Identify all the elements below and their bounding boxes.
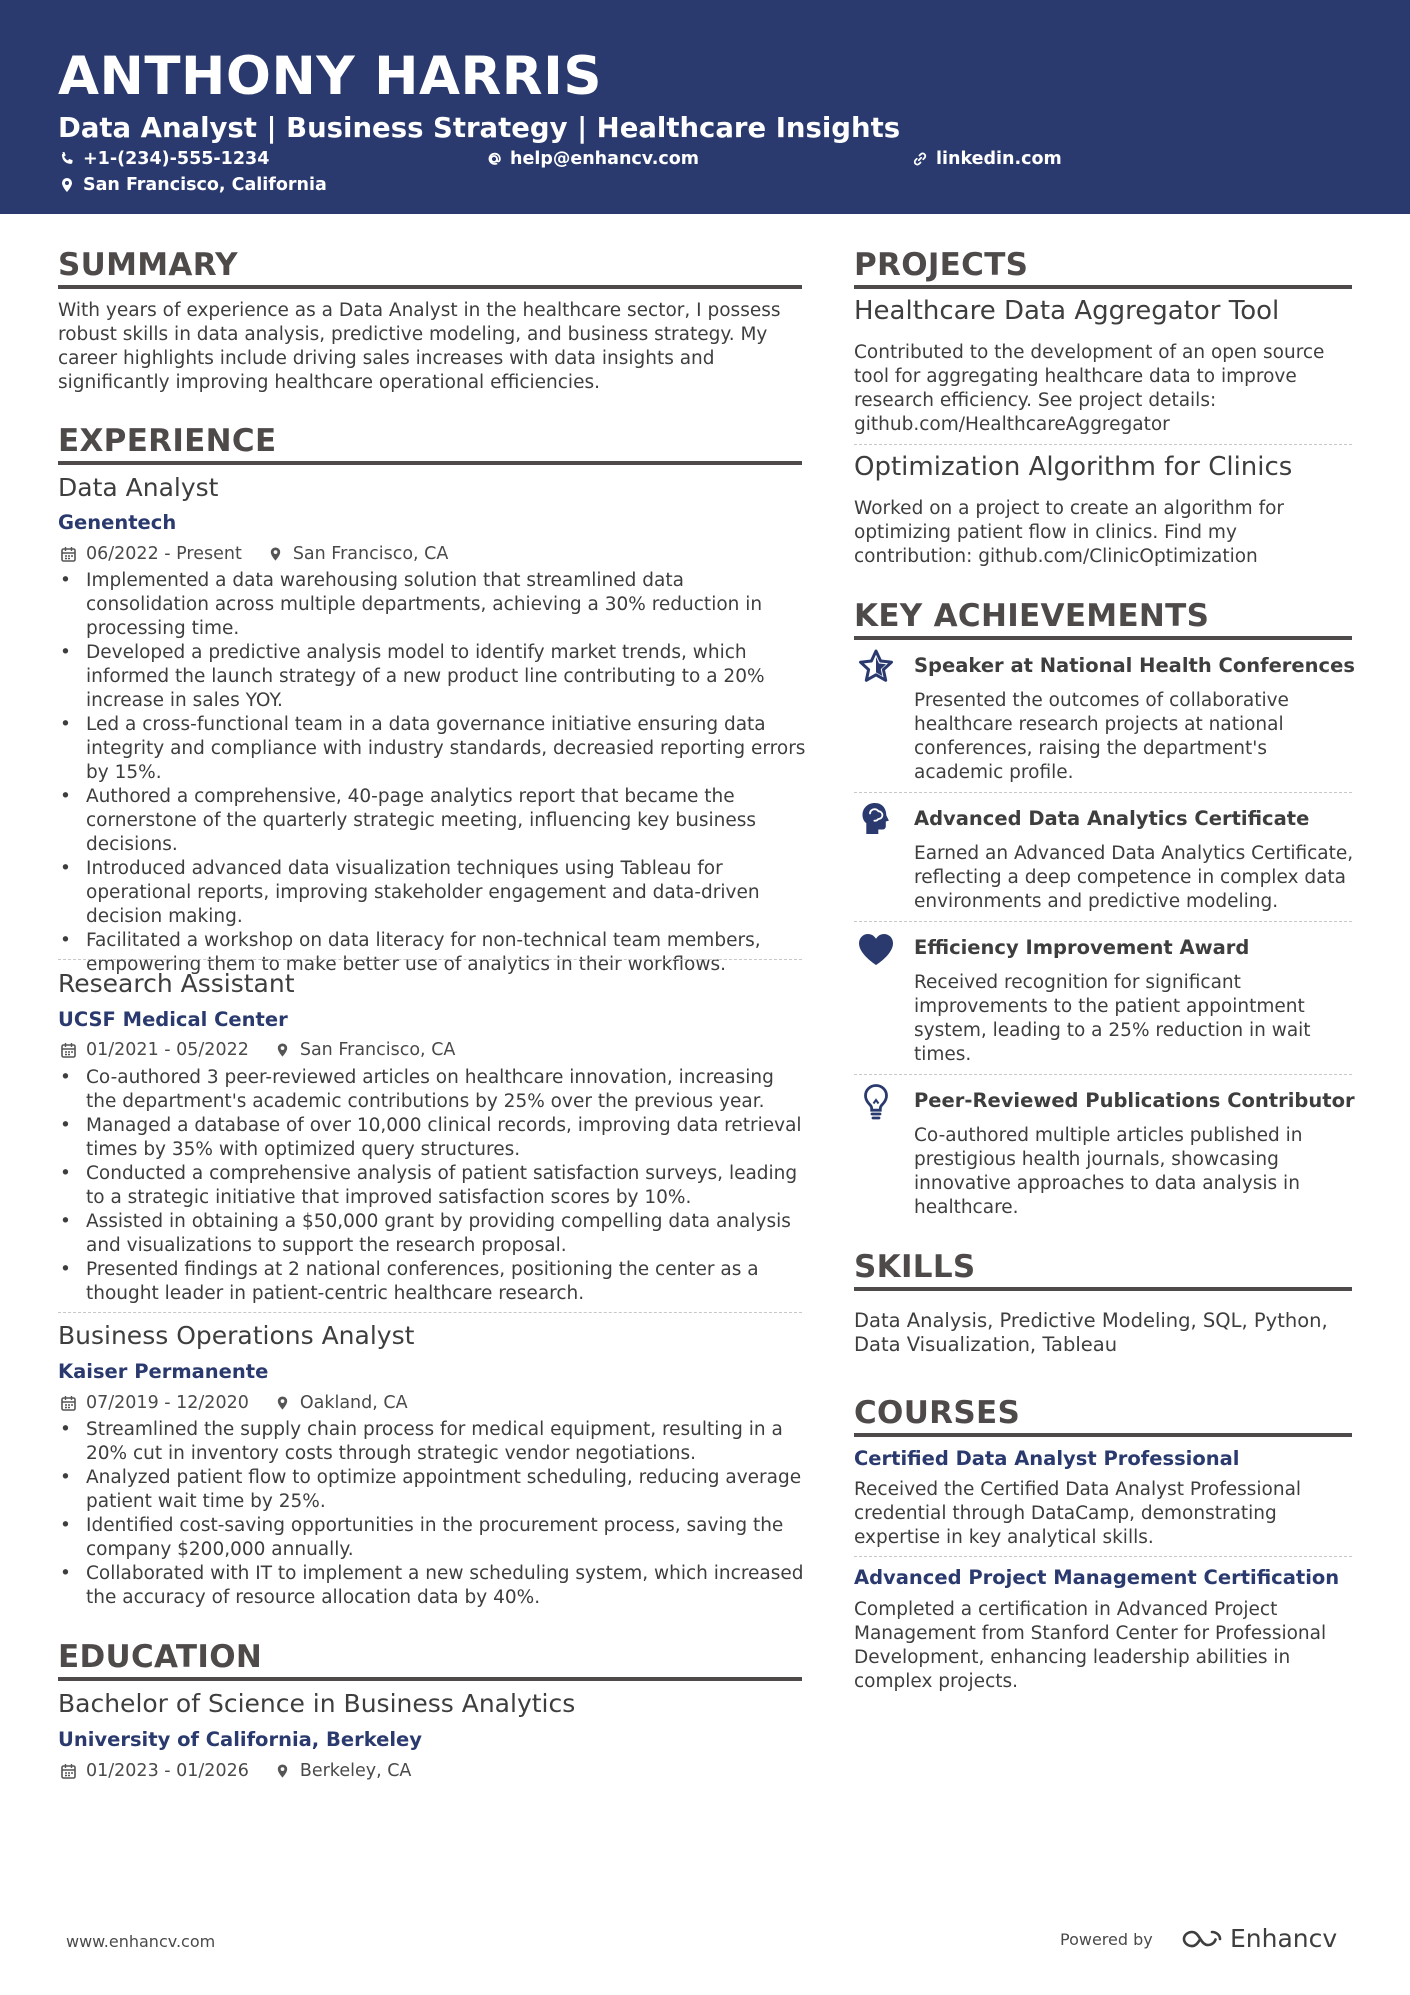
job-meta [61, 1392, 408, 1414]
course-separator [854, 1556, 1352, 1557]
education-meta [61, 1760, 411, 1782]
project-title: Optimization Algorithm for Clinics [854, 452, 1293, 482]
contact-linkedin[interactable] [912, 148, 1062, 170]
location-pin-icon [268, 546, 283, 562]
lightbulb-icon [857, 1083, 895, 1121]
courses-divider [854, 1433, 1352, 1437]
enhancv-logo-icon [1180, 1926, 1224, 1952]
achievement-separator [854, 1074, 1352, 1075]
phone-text: +1-(234)-555-1234 [83, 149, 270, 169]
list-item: • Conducted a comprehensive analysis of patient satisfaction surveys, leading to a strategic initiative that improved satisfaction scores by 10%. [58, 1162, 810, 1210]
job-location: San Francisco, CA [292, 544, 449, 564]
list-item: • Managed a database of over 10,000 clinical records, improving data retrieval times by 35% with optimized query structures. [58, 1114, 810, 1162]
job-bullets [58, 1066, 810, 1306]
footer-url[interactable]: www.enhancv.com [66, 1932, 216, 1951]
job-meta [61, 1039, 455, 1061]
enhancv-logo[interactable] [1180, 1924, 1337, 1954]
course-description: Completed a certification in Advanced Project Management from Stanford Center for Professional Development, enhancing leadership abilities in complex projects. [854, 1599, 1327, 1692]
skills-heading: SKILLS [854, 1249, 976, 1285]
location-pin-icon [275, 1042, 290, 1058]
contact-phone[interactable] [59, 148, 269, 170]
job-dates: 06/2022 - Present [86, 544, 242, 564]
list-item: • Developed a predictive analysis model to identify market trends, which informed the launch strategy of a new product line contributing to a 20% increase in sales YOY. [58, 641, 810, 713]
job-location: Oakland, CA [299, 1393, 408, 1413]
education-heading: EDUCATION [58, 1639, 263, 1675]
education-school: University of California, Berkeley [58, 1728, 422, 1751]
job-company: Kaiser Permanente [58, 1360, 269, 1383]
job-bullets [58, 1418, 810, 1610]
project-description: Contributed to the development of an open source tool for aggregating healthcare data to improve research efficiency. See project details: github.com/HealthcareAggregator [854, 342, 1325, 435]
calendar-icon [61, 1395, 76, 1411]
location-pin-icon [59, 177, 75, 193]
link-icon [912, 151, 928, 167]
list-item: • Streamlined the supply chain process for medical equipment, resulting in a 20% cut in inventory costs through strategic vendor negotiations. [58, 1418, 810, 1466]
achievements-divider [854, 636, 1352, 640]
courses-heading: COURSES [854, 1395, 1021, 1431]
phone-icon [59, 151, 75, 167]
achievement-title: Speaker at National Health Conferences [914, 654, 1355, 677]
list-item: • Co-authored 3 peer-reviewed articles on healthcare innovation, increasing the department's academic contributions by 25% over the previous year. [58, 1066, 810, 1114]
enhancv-brand: Enhancv [1230, 1924, 1338, 1953]
experience-heading: EXPERIENCE [58, 423, 277, 459]
powered-by-label: Powered by [1060, 1930, 1153, 1949]
star-icon [857, 648, 895, 686]
head-brain-icon [857, 800, 895, 838]
list-item: • Authored a comprehensive, 40-page analytics report that became the cornerstone of the quarterly strategic meeting, influencing key business decisions. [58, 785, 810, 857]
at-icon [486, 151, 502, 167]
contact-email[interactable] [486, 148, 699, 170]
skills-divider [854, 1287, 1352, 1291]
job-company: Genentech [58, 511, 177, 534]
location-text: San Francisco, California [83, 175, 327, 195]
job-company: UCSF Medical Center [58, 1008, 288, 1031]
job-role: Research Assistant [58, 969, 295, 998]
job-separator [58, 959, 802, 960]
list-item: • Implemented a data warehousing solution that streamlined data consolidation across multiple departments, achieving a 30% reduction in processing time. [58, 569, 810, 641]
calendar-icon [61, 1763, 76, 1779]
calendar-icon [61, 1042, 76, 1058]
job-dates: 01/2021 - 05/2022 [86, 1040, 249, 1060]
resume-header [0, 0, 1410, 214]
job-role: Business Operations Analyst [58, 1321, 415, 1350]
achievement-title: Advanced Data Analytics Certificate [914, 807, 1310, 830]
achievement-description: Earned an Advanced Data Analytics Certificate, reflecting a deep competence in complex data environments and predictive modeling. [914, 843, 1354, 912]
list-item: • Led a cross-functional team in a data governance initiative ensuring data integrity and compliance with industry standards, decreasied reporting errors by 15%. [58, 713, 810, 785]
achievement-description: Co-authored multiple articles published in prestigious health journals, showcasing innovative approaches to data analysis in healthcare. [914, 1125, 1303, 1218]
heart-icon [857, 931, 895, 969]
location-pin-icon [275, 1395, 290, 1411]
achievements-heading: KEY ACHIEVEMENTS [854, 598, 1210, 634]
achievement-title: Peer-Reviewed Publications Contributor [914, 1089, 1355, 1112]
calendar-icon [61, 546, 76, 562]
job-bullets [58, 569, 810, 977]
achievement-description: Presented the outcomes of collaborative healthcare research projects at national conferences, raising the department's academic profile. [914, 690, 1289, 783]
email-text: help@enhancv.com [510, 149, 700, 169]
candidate-name: ANTHONY HARRIS [58, 46, 603, 107]
job-location: San Francisco, CA [299, 1040, 456, 1060]
projects-heading: PROJECTS [854, 247, 1029, 283]
list-item: • Analyzed patient flow to optimize appointment scheduling, reducing average patient wait time by 25%. [58, 1466, 810, 1514]
project-title: Healthcare Data Aggregator Tool [854, 296, 1280, 326]
achievement-separator [854, 792, 1352, 793]
skills-text: Data Analysis, Predictive Modeling, SQL, Python, Data Visualization, Tableau [854, 1309, 1328, 1356]
list-item: • Collaborated with IT to implement a new scheduling system, which increased the accuracy of resource allocation data by 40%. [58, 1562, 810, 1610]
project-description: Worked on a project to create an algorithm for optimizing patient flow in clinics. Find my contribution: github.com/ClinicOptimization [854, 498, 1285, 567]
job-dates: 07/2019 - 12/2020 [86, 1393, 249, 1413]
education-dates: 01/2023 - 01/2026 [86, 1761, 249, 1781]
job-separator [58, 1312, 802, 1313]
summary-text: With years of experience as a Data Analyst in the healthcare sector, I possess robust skills in data analysis, predictive modeling, and business strategy. My career highlights include driving sales increases with data insights and significantly improving healthcare operational efficiencies. [58, 300, 781, 393]
achievement-title: Efficiency Improvement Award [914, 936, 1250, 959]
list-item: • Assisted in obtaining a $50,000 grant by providing compelling data analysis and visualizations to support the research proposal. [58, 1210, 810, 1258]
job-meta [61, 543, 448, 565]
location-pin-icon [275, 1763, 290, 1779]
achievement-description: Received recognition for significant improvements to the patient appointment system, leading to a 25% reduction in wait times. [914, 972, 1311, 1065]
contact-location [59, 174, 327, 196]
summary-divider [58, 285, 802, 289]
education-divider [58, 1677, 802, 1681]
course-title: Certified Data Analyst Professional [854, 1447, 1240, 1470]
course-description: Received the Certified Data Analyst Professional credential through DataCamp, demonstrating expertise in key analytical skills. [854, 1479, 1302, 1548]
project-separator [854, 444, 1352, 445]
list-item: • Facilitated a workshop on data literacy for non-technical team members, empowering them to make better use of analytics in their workflows. [58, 929, 810, 977]
education-degree: Bachelor of Science in Business Analytics [58, 1689, 576, 1718]
projects-divider [854, 285, 1352, 289]
linkedin-text: linkedin.com [936, 149, 1062, 169]
education-location: Berkeley, CA [299, 1761, 412, 1781]
candidate-title: Data Analyst | Business Strategy | Healthcare Insights [58, 112, 901, 144]
job-role: Data Analyst [58, 473, 219, 502]
list-item: • Identified cost-saving opportunities in the procurement process, saving the company $200,000 annually. [58, 1514, 810, 1562]
summary-heading: SUMMARY [58, 247, 238, 283]
list-item: • Presented findings at 2 national conferences, positioning the center as a thought leader in patient-centric healthcare research. [58, 1258, 810, 1306]
achievement-separator [854, 921, 1352, 922]
course-title: Advanced Project Management Certification [854, 1566, 1340, 1589]
experience-divider [58, 461, 802, 465]
list-item: • Introduced advanced data visualization techniques using Tableau for operational reports, improving stakeholder engagement and data-driven decision making. [58, 857, 810, 929]
